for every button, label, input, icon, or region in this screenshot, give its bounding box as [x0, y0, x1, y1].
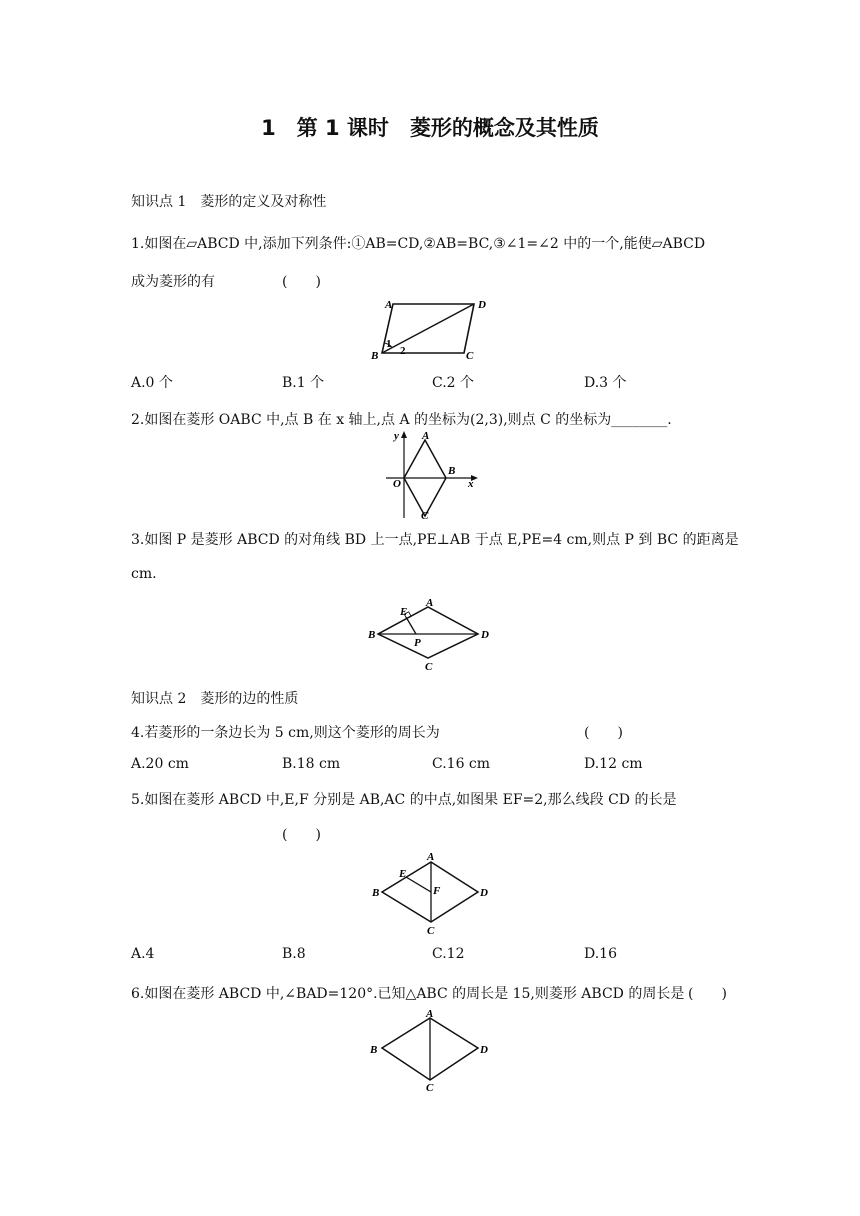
- option-4-b[interactable]: B.18 cm: [282, 756, 341, 772]
- diagonal-bd: [382, 304, 474, 353]
- label-b: B: [372, 887, 380, 899]
- label-d: D: [480, 887, 488, 899]
- label-e: E: [400, 606, 408, 618]
- figure-rhombus-coordinate: [380, 428, 490, 523]
- label-p: P: [414, 637, 421, 649]
- label-c: C: [427, 925, 435, 937]
- question-1-text: 1.如图在▱ABCD 中,添加下列条件:①AB=CD,②AB=BC,③∠1=∠2 中的一个,能使▱ABCD: [131, 236, 706, 252]
- label-angle-2: 2: [400, 345, 406, 357]
- label-a: A: [426, 597, 434, 609]
- figure-rhombus-120: [364, 1006, 504, 1094]
- rhombus-abcd: [378, 607, 478, 658]
- label-x: x: [468, 478, 474, 490]
- option-5-d[interactable]: D.16: [584, 946, 617, 962]
- figure-rhombus-midpoints: [364, 850, 504, 938]
- label-a: A: [427, 851, 435, 863]
- figure-parallelogram: [360, 296, 500, 366]
- label-b: B: [448, 465, 456, 477]
- label-d: D: [480, 1044, 488, 1056]
- option-1-a[interactable]: A.0 个: [131, 375, 173, 391]
- answer-paren-6[interactable]: ( ): [688, 986, 727, 1002]
- figure-rhombus-diagonal: [364, 594, 504, 672]
- question-6-text: 6.如图在菱形 ABCD 中,∠BAD=120°.已知△ABC 的周长是 15,则菱形 ABCD 的周长是: [131, 986, 685, 1002]
- label-c: C: [466, 350, 474, 362]
- option-1-b[interactable]: B.1 个: [282, 375, 325, 391]
- label-f: F: [433, 885, 441, 897]
- label-a: A: [422, 430, 430, 442]
- question-3-text-cont: cm.: [131, 566, 157, 582]
- label-angle-1: 1: [386, 338, 392, 350]
- option-4-c[interactable]: C.16 cm: [432, 756, 491, 772]
- option-1-c[interactable]: C.2 个: [432, 375, 475, 391]
- option-5-b[interactable]: B.8: [282, 946, 306, 962]
- segment-ef: [406, 877, 431, 892]
- option-4-d[interactable]: D.12 cm: [584, 756, 643, 772]
- section-heading-2: 知识点 2 菱形的边的性质: [131, 691, 299, 707]
- label-y: y: [394, 430, 399, 442]
- label-b: B: [370, 1044, 378, 1056]
- question-3-text: 3.如图 P 是菱形 ABCD 的对角线 BD 上一点,PE⊥AB 于点 E,PE=4 cm,则点 P 到 BC 的距离是: [131, 532, 739, 548]
- label-d: D: [481, 629, 489, 641]
- option-5-c[interactable]: C.12: [432, 946, 465, 962]
- label-o: O: [393, 478, 401, 490]
- question-5-text: 5.如图在菱形 ABCD 中,E,F 分别是 AB,AC 的中点,如图果 EF=2,那么线段 CD 的长是: [131, 792, 677, 808]
- label-a: A: [426, 1008, 434, 1020]
- label-c: C: [426, 1082, 434, 1094]
- segment-pe: [406, 617, 416, 634]
- section-heading-1: 知识点 1 菱形的定义及对称性: [131, 194, 327, 210]
- label-c: C: [425, 661, 433, 673]
- label-a: A: [385, 299, 393, 311]
- option-5-a[interactable]: A.4: [131, 946, 155, 962]
- option-1-d[interactable]: D.3 个: [584, 375, 627, 391]
- label-d: D: [478, 299, 486, 311]
- answer-paren-4[interactable]: ( ): [584, 725, 623, 741]
- question-1-text-cont: 成为菱形的有: [131, 274, 215, 290]
- label-b: B: [368, 629, 376, 641]
- label-b: B: [371, 350, 379, 362]
- label-e: E: [399, 868, 407, 880]
- answer-paren-1[interactable]: ( ): [282, 274, 321, 290]
- question-4-text: 4.若菱形的一条边长为 5 cm,则这个菱形的周长为: [131, 725, 440, 741]
- page-title: 1 第 1 课时 菱形的概念及其性质: [261, 116, 599, 140]
- answer-paren-5[interactable]: ( ): [282, 827, 321, 843]
- question-2-text: 2.如图在菱形 OABC 中,点 B 在 x 轴上,点 A 的坐标为(2,3),则点 C 的坐标为________.: [131, 412, 672, 428]
- label-c: C: [421, 510, 429, 522]
- y-axis-arrow: [401, 431, 407, 438]
- option-4-a[interactable]: A.20 cm: [131, 756, 189, 772]
